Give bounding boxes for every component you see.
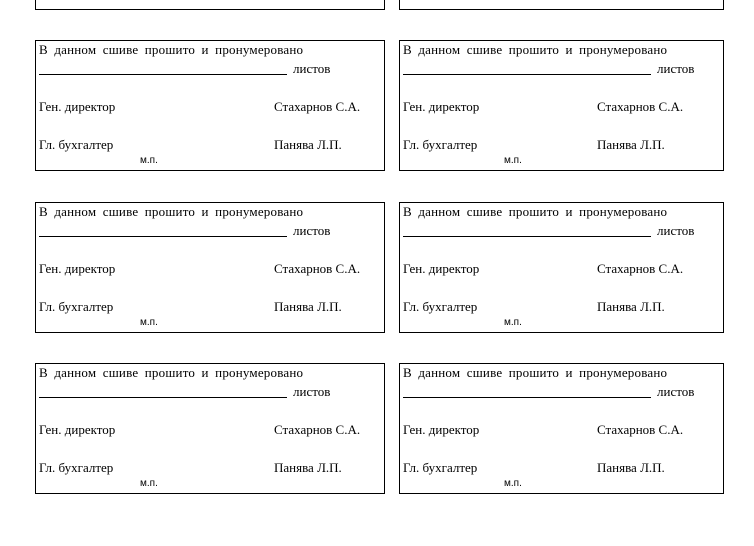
sheets-label: листов <box>657 61 695 76</box>
binding-card-3-left <box>35 363 385 494</box>
director-role: Ген. директор <box>403 422 480 437</box>
director-name: Стахарнов С.А. <box>274 422 361 437</box>
sheets-label: листов <box>657 384 695 399</box>
binding-card-1-right <box>399 40 724 171</box>
stamp-label: м.п. <box>140 317 158 328</box>
intro-text: В данном сшиве прошито и пронумеровано <box>39 204 304 219</box>
sheet-count-blank <box>39 236 287 237</box>
director-role: Ген. директор <box>39 422 116 437</box>
sheets-label: листов <box>293 384 331 399</box>
binding-card-2-right <box>399 202 724 333</box>
accountant-name: Панява Л.П. <box>597 299 665 314</box>
director-name: Стахарнов С.А. <box>274 261 361 276</box>
sheet-count-blank <box>39 74 287 75</box>
director-role: Ген. директор <box>39 261 116 276</box>
sheet-count-blank <box>403 74 651 75</box>
accountant-role: Гл. бухгалтер <box>403 460 478 475</box>
accountant-role: Гл. бухгалтер <box>403 299 478 314</box>
partial-card-top-left <box>35 0 385 10</box>
stamp-label: м.п. <box>140 155 158 166</box>
sheets-label: листов <box>293 223 331 238</box>
accountant-role: Гл. бухгалтер <box>39 137 114 152</box>
intro-text: В данном сшиве прошито и пронумеровано <box>403 42 668 57</box>
director-role: Ген. директор <box>403 261 480 276</box>
accountant-name: Панява Л.П. <box>274 137 342 152</box>
accountant-name: Панява Л.П. <box>274 299 342 314</box>
intro-text: В данном сшиве прошито и пронумеровано <box>39 42 304 57</box>
director-role: Ген. директор <box>39 99 116 114</box>
binding-card-1-left <box>35 40 385 171</box>
director-name: Стахарнов С.А. <box>597 261 684 276</box>
sheets-label: листов <box>293 61 331 76</box>
director-name: Стахарнов С.А. <box>274 99 361 114</box>
accountant-name: Панява Л.П. <box>597 137 665 152</box>
stamp-label: м.п. <box>140 478 158 489</box>
accountant-role: Гл. бухгалтер <box>39 299 114 314</box>
sheets-label: листов <box>657 223 695 238</box>
partial-card-top-right <box>399 0 724 10</box>
binding-card-3-right <box>399 363 724 494</box>
director-name: Стахарнов С.А. <box>597 99 684 114</box>
accountant-role: Гл. бухгалтер <box>403 137 478 152</box>
director-role: Ген. директор <box>403 99 480 114</box>
stamp-label: м.п. <box>504 155 522 166</box>
stamp-label: м.п. <box>504 317 522 328</box>
sheet-count-blank <box>39 397 287 398</box>
binding-card-2-left <box>35 202 385 333</box>
accountant-name: Панява Л.П. <box>274 460 342 475</box>
intro-text: В данном сшиве прошито и пронумеровано <box>39 365 304 380</box>
sheet-count-blank <box>403 236 651 237</box>
stamp-label: м.п. <box>504 478 522 489</box>
accountant-name: Панява Л.П. <box>597 460 665 475</box>
sheet-count-blank <box>403 397 651 398</box>
accountant-role: Гл. бухгалтер <box>39 460 114 475</box>
intro-text: В данном сшиве прошито и пронумеровано <box>403 365 668 380</box>
intro-text: В данном сшиве прошито и пронумеровано <box>403 204 668 219</box>
director-name: Стахарнов С.А. <box>597 422 684 437</box>
